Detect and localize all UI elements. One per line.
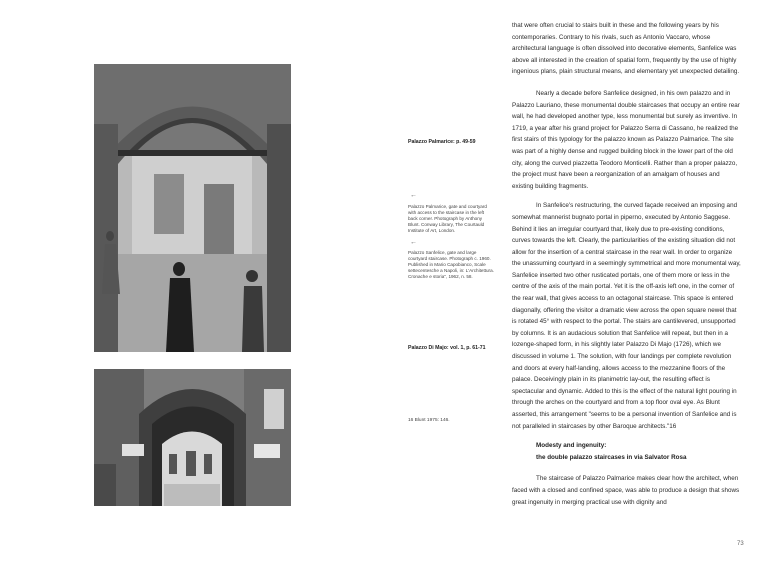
paragraph: Nearly a decade before Sanfelice designed, in his own palazzo and in Palazzo Lauriano, these monumental double staircases that occupy an entire rear wall, he had developed another type, less monumental but surely as inventive. In 1719, a year after his grand project for Palazzo Serra di Cassano, he realized the first stairs of this typology for the palazzo known as Palazzo Palmarice. The site was part of a highly dense and rugged building block in the lower part of the old city, along the curved piazzetta Teodoro Monticelli. Rather than a proper palazzo, the project must have been a reorganization of an amalgam of houses and existing building fragments. [512, 89, 740, 190]
paragraph: The staircase of Palazzo Palmarice makes clear how the architect, when faced with a closed and confined space, was able to produce a design that shows great ingenuity in merging practical use with dignity and [512, 475, 740, 506]
caption-photo-2: Palazzo Sanfelice, gate and large courtyard staircase. Photograph c. 1960. Published in Mario Capobianco, Scale settecentesche a Napoli, in: L'Architettura. Cronache e storia", 1962, n. 58. [408, 250, 494, 279]
paragraph: that were often crucial to stairs built in these and the following years by his contemporaries. Contrary to his rivals, such as Antonio Vaccaro, whose architectural language is often dissolved into decorative elements, Sanfelice was above all interested in the creation of spatial form, frequently by the use of highly ingenious plans, plain structural means, and elementary yet unexpected detailing. [512, 22, 740, 76]
photo-palazzo-palmarice-courtyard [94, 64, 291, 352]
arrow-left-icon: ← [410, 239, 417, 246]
reference-palazzo-di-majo: Palazzo Di Majo: vol. 1, p. 61-71 [408, 345, 486, 351]
section-heading-line-1: Modesty and ingenuity: [536, 442, 607, 450]
footnote: 16 Blunt 1975: 146. [408, 418, 450, 423]
caption-photo-1: Palazzo Palmarice, gate and courtyard with access to the staircase in the left back corner. Photograph by Anthony Blunt. Conway Library, The Courtauld Institute of Art, London. [408, 204, 487, 233]
photo-palazzo-sanfelice-gate [94, 369, 291, 506]
reference-palazzo-palmarice: Palazzo Palmarice: p. 49-59 [408, 139, 476, 145]
body-text-column [512, 20, 742, 516]
page-number: 73 [737, 541, 744, 547]
arrow-left-icon: ← [410, 192, 417, 199]
paragraph: In Sanfelice's restructuring, the curved façade received an imposing and somewhat mannerist bugnato portal in piperno, executed by Antonio Saggese. Behind it lies an irregular courtyard that, likely due to pre-existing conditions, curves towards the left. Clearly, the particularities of the existing situation did not allow for the insertion of a central staircase in the rear wall. In order to organize the unassuming courtyard in a seemingly symmetrical and more monumental way, Sanfelice inserted two other rusticated portals, one of them more or less in the centre of the axis of the main portal. Yet it is the off-axis left one, in the corner of the rear wall, that gives access to an octagonal staircase. This space is entered diagonally, offering the visitor a dramatic view across the open square newel that is rotated 45° with respect to the portal. The stairs are cantilevered, unsupported by columns. It is an audacious solution that Sanfelice will repeat, but then in a lozenge-shaped form, in his slightly later Palazzo Di Majo (1726), which we discussed in volume 1. The solution, with four landings per complete revolution and doors at every half-landing, allows access to the mezzanine floors of the palace. Deceivingly plain in its planimetric lay-out, the resulting effect is spectacular and dynamic. Added to this is the effect of the natural light pouring in through the arches on the courtyard and from a top floor oval eye. As Blunt asserted, this arrangement "seems to be a personal invention of Sanfelice and is not paralleled in staircases by other Baroque architects."16 [512, 202, 741, 430]
section-heading [536, 440, 742, 463]
section-heading-line-2: the double palazzo staircases in via Salvator Rosa [536, 453, 687, 461]
